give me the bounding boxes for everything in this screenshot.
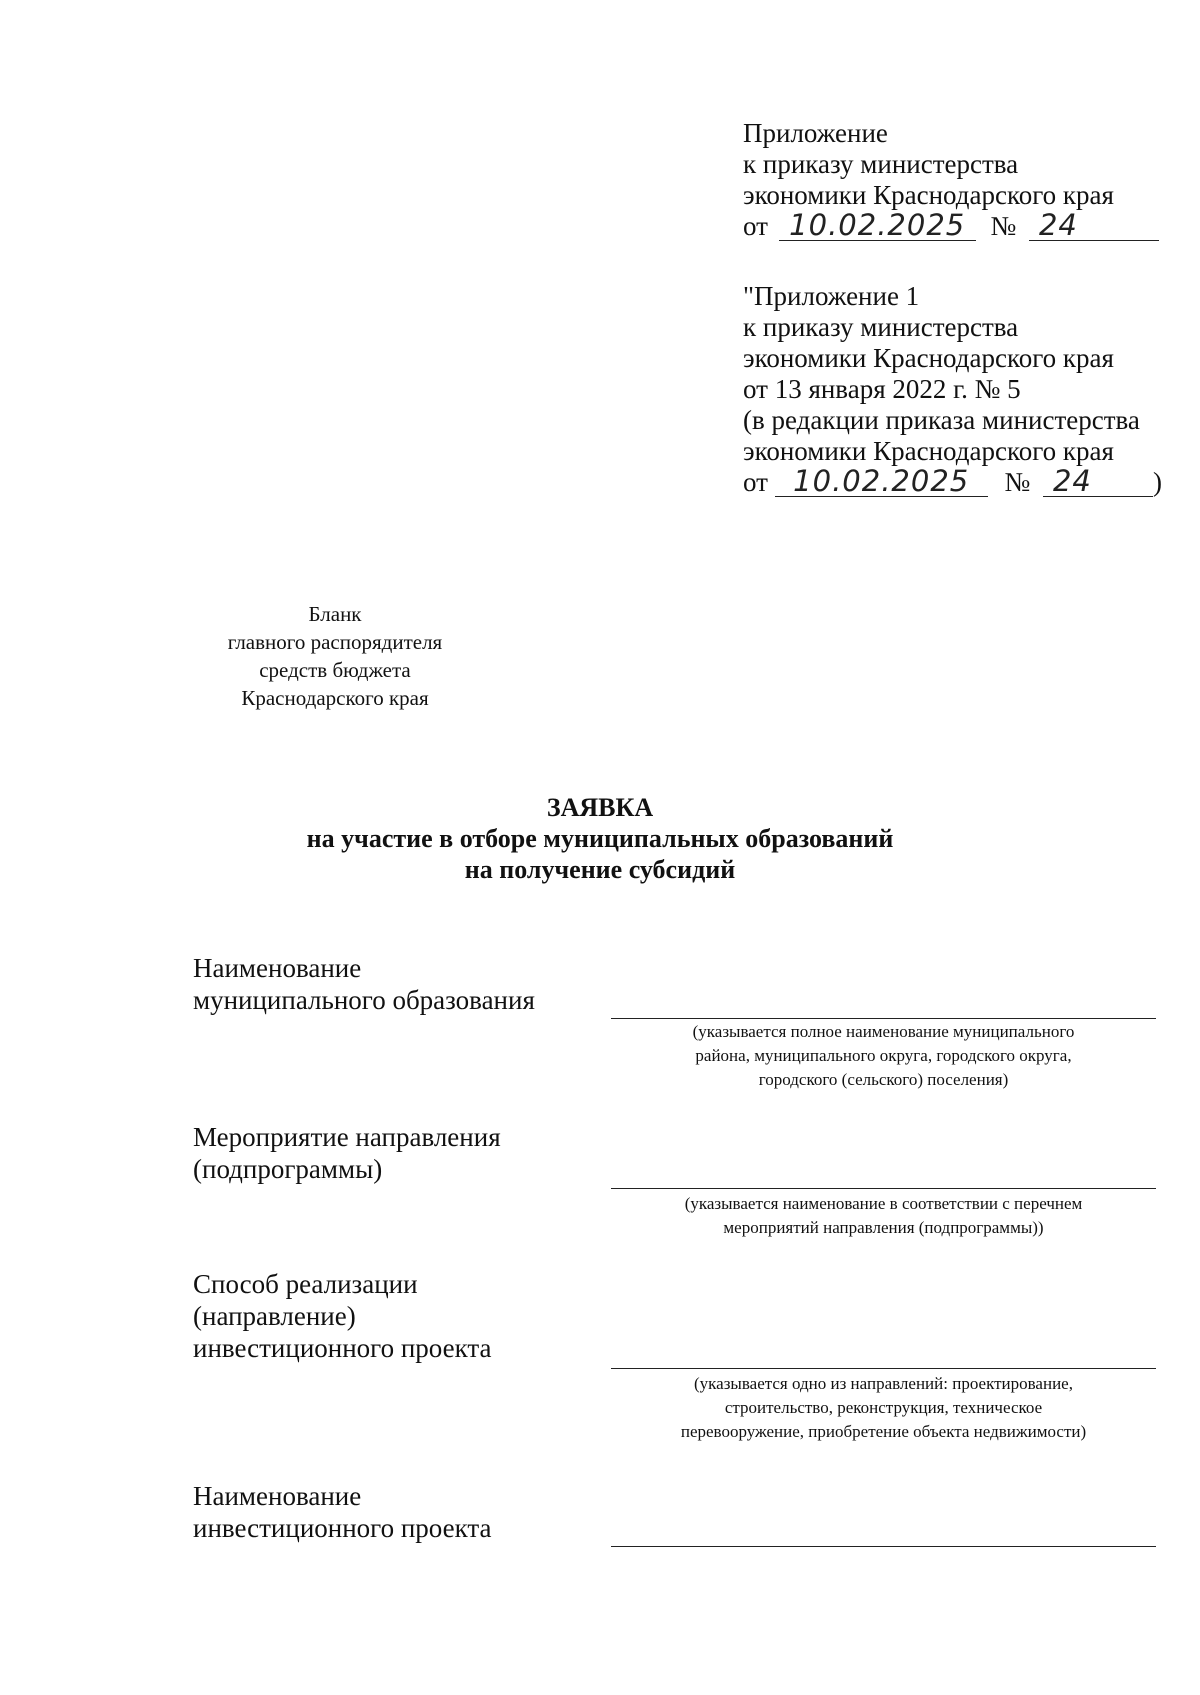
blank-line-3: средств бюджета (259, 658, 411, 682)
handwritten-number: 24 (1029, 211, 1159, 241)
hint-line: района, муниципального округа, городского округа, (695, 1046, 1072, 1065)
appendix-1-order-line: к приказу министерства (743, 312, 1019, 342)
title-line-1: ЗАЯВКА (546, 793, 654, 822)
field-hint-municipality (611, 1020, 1156, 1092)
project-name-input-line[interactable] (611, 1546, 1156, 1547)
appendix-1-edition-ministry: экономики Краснодарского края (743, 436, 1114, 466)
letterhead-placeholder (200, 600, 470, 712)
appendix-1-original-date: от 13 января 2022 г. № 5 (743, 374, 1021, 404)
from-label: от (743, 467, 768, 497)
hint-line: мероприятий направления (подпрограммы)) (723, 1218, 1044, 1237)
hint-line: строительство, реконструкция, техническое (724, 1398, 1043, 1417)
appendix-order-line: к приказу министерства (743, 149, 1019, 179)
handwritten-date: 10.02.2025 (779, 211, 976, 241)
hint-line: (указывается наименование в соответствии с перечнем (684, 1194, 1083, 1213)
appendix-1-ministry-line: экономики Краснодарского края (743, 343, 1114, 373)
appendix-block (743, 118, 1159, 242)
field-label-municipality (193, 952, 535, 1016)
handwritten-date: 10.02.2025 (775, 467, 988, 497)
appendix-1-title: "Приложение 1 (743, 281, 920, 311)
municipality-input-line[interactable] (611, 1018, 1156, 1019)
number-label: № (1004, 467, 1031, 497)
document-title (300, 792, 900, 885)
label-line: Наименование (193, 953, 362, 983)
label-line: Мероприятие направления (193, 1122, 501, 1152)
appendix-ministry-line: экономики Краснодарского края (743, 180, 1114, 210)
blank-line-1: Бланк (308, 602, 362, 626)
appendix-date-row (743, 208, 1159, 242)
hint-line: (указывается полное наименование муниципального (692, 1022, 1075, 1041)
handwritten-number: 24 (1043, 467, 1153, 497)
hint-line: перевооружение, приобретение объекта недвижимости) (680, 1422, 1087, 1441)
activity-input-line[interactable] (611, 1188, 1156, 1189)
appendix-edition-block (743, 281, 1162, 498)
label-line: инвестиционного проекта (193, 1513, 492, 1543)
blank-line-4: Краснодарского края (241, 686, 429, 710)
title-line-2: на участие в отборе муниципальных образований (306, 824, 894, 853)
label-line: Наименование (193, 1481, 362, 1511)
field-label-activity (193, 1121, 501, 1185)
from-label: от (743, 211, 768, 241)
appendix-title: Приложение (743, 118, 888, 148)
label-line: муниципального образования (193, 985, 535, 1015)
method-input-line[interactable] (611, 1368, 1156, 1369)
number-label: № (990, 211, 1017, 241)
field-hint-method (611, 1372, 1156, 1444)
blank-line-2: главного распорядителя (227, 630, 443, 654)
title-line-3: на получение субсидий (464, 855, 736, 884)
label-line: инвестиционного проекта (193, 1333, 492, 1363)
appendix-1-edition-note: (в редакции приказа министерства (743, 405, 1140, 435)
hint-line: городского (сельского) поселения) (758, 1070, 1009, 1089)
closing-paren: ) (1152, 467, 1162, 497)
label-line: (направление) (193, 1301, 356, 1331)
appendix-1-date-row (743, 464, 1162, 498)
label-line: Способ реализации (193, 1269, 418, 1299)
label-line: (подпрограммы) (193, 1154, 383, 1184)
field-label-method (193, 1268, 491, 1364)
field-hint-activity (611, 1192, 1156, 1240)
field-label-project-name (193, 1480, 491, 1544)
hint-line: (указывается одно из направлений: проектирование, (694, 1374, 1073, 1393)
